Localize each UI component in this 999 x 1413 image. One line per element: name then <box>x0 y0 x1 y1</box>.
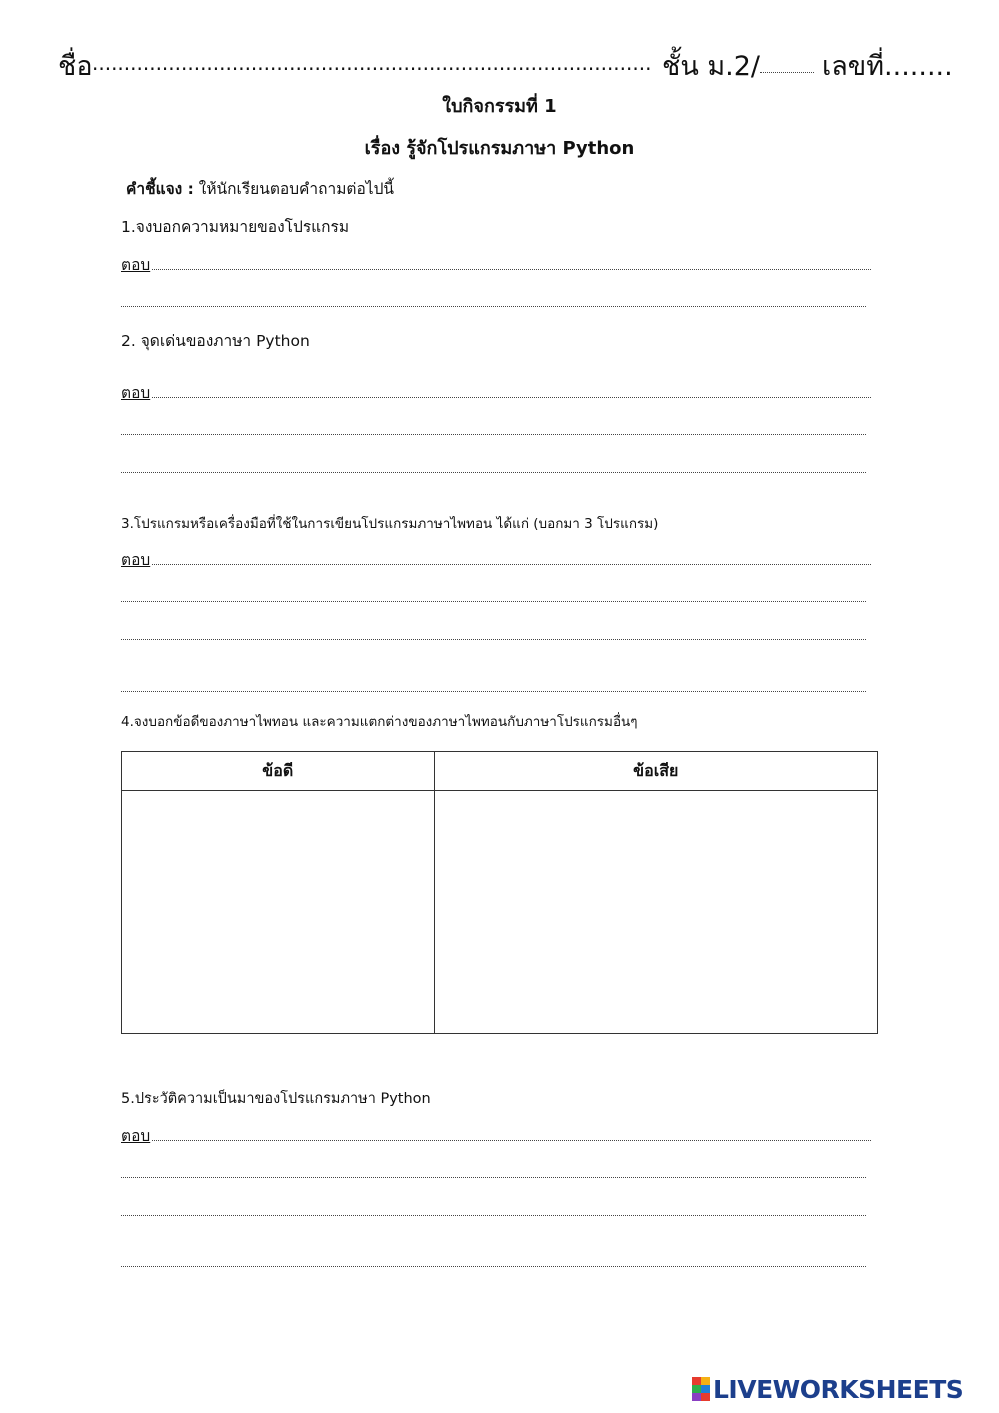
worksheet-subtitle: เรื่อง รู้จักโปรแกรมภาษา Python <box>364 138 635 159</box>
name-label: ชื่อ <box>58 51 93 82</box>
question-1: 1.จงบอกความหมายของโปรแกรม <box>121 218 350 236</box>
instruction <box>126 176 394 201</box>
name-blank[interactable]: ........................................................................................ <box>92 51 652 75</box>
pros-cons-table <box>121 751 878 1034</box>
answer-line[interactable] <box>121 305 866 307</box>
answer-line[interactable] <box>121 396 871 398</box>
question-3: 3.โปรแกรมหรือเครื่องมือที่ใช้ในการเขียนโปรแกรมภาษาไพทอน ได้แก่ (บอกมา 3 โปรแกรม) <box>121 516 659 532</box>
worksheet-title: ใบกิจกรรมที่ 1 <box>442 96 557 117</box>
answer-label: ตอบ <box>121 1123 152 1148</box>
liveworksheets-logo-text: LIVEWORKSHEETS <box>713 1374 964 1404</box>
class-label: ชั้น ม.2/ <box>662 51 761 82</box>
student-number-label: เลขที่........ <box>822 51 953 82</box>
answer-line[interactable] <box>121 268 871 270</box>
answer-label: ตอบ <box>121 252 152 277</box>
answer-line[interactable] <box>121 471 866 473</box>
answer-line[interactable] <box>121 600 866 602</box>
cons-header: ข้อเสีย <box>434 752 877 791</box>
instruction-label: คำชี้แจง : <box>126 180 194 198</box>
answer-line[interactable] <box>121 690 866 692</box>
answer-line[interactable] <box>121 1214 866 1216</box>
question-5: 5.ประวัติความเป็นมาของโปรแกรมภาษา Python <box>121 1091 431 1107</box>
liveworksheets-logo-icon <box>692 1377 710 1401</box>
question-4: 4.จงบอกข้อดีของภาษาไพทอน และความแตกต่างของภาษาไพทอนกับภาษาโปรแกรมอื่นๆ <box>121 714 638 730</box>
pros-cell[interactable] <box>122 791 435 1034</box>
answer-line[interactable] <box>121 638 866 640</box>
pros-header: ข้อดี <box>122 752 435 791</box>
cons-cell[interactable] <box>434 791 877 1034</box>
answer-line[interactable] <box>121 1265 866 1267</box>
answer-label: ตอบ <box>121 547 152 572</box>
liveworksheets-logo <box>692 1376 963 1402</box>
instruction-text: ให้นักเรียนตอบคำถามต่อไปนี้ <box>193 180 395 198</box>
answer-line[interactable] <box>121 433 866 435</box>
answer-line[interactable] <box>121 563 871 565</box>
question-2: 2. จุดเด่นของภาษา Python <box>121 332 310 350</box>
answer-line[interactable] <box>121 1176 866 1178</box>
answer-line[interactable] <box>121 1139 871 1141</box>
class-blank[interactable] <box>760 72 814 73</box>
answer-label: ตอบ <box>121 380 152 405</box>
